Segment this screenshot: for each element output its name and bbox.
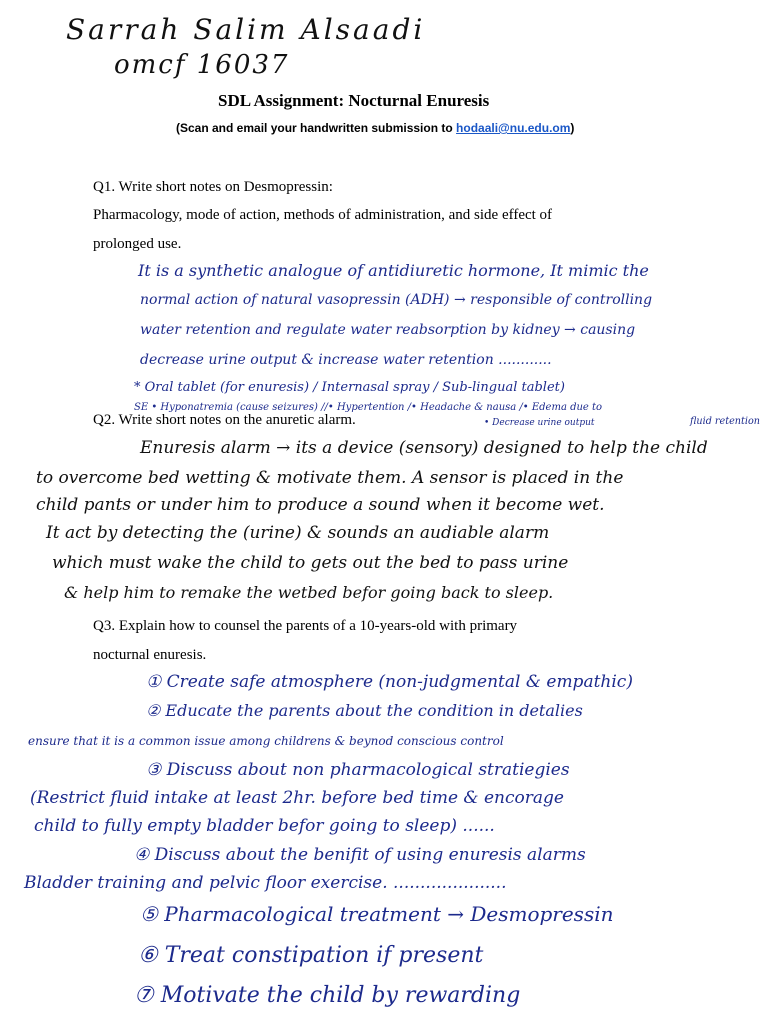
q3-answer-line: child to fully empty bladder befor going to sleep) ...... bbox=[34, 816, 495, 836]
q3-answer-line: ⑦ Motivate the child by rewarding bbox=[134, 983, 521, 1008]
q3-question-line-2: nocturnal enuresis. bbox=[93, 647, 207, 663]
q1-answer-line: normal action of natural vasopressin (ADH) → responsible of controlling bbox=[140, 292, 653, 308]
q3-answer-line: Bladder training and pelvic floor exercise. ..................... bbox=[24, 873, 507, 893]
email-link[interactable]: hodaali@nu.edu.om bbox=[456, 121, 571, 135]
q1-answer-line: fluid retention bbox=[690, 416, 760, 427]
q1-answer-line: It is a synthetic analogue of antidiuretic hormone, It mimic the bbox=[138, 261, 649, 280]
q1-answer-line: * Oral tablet (for enuresis) / Internasal spray / Sub-lingual tablet) bbox=[134, 380, 565, 395]
q2-answer-line: Enuresis alarm → its a device (sensory) designed to help the child bbox=[140, 438, 708, 458]
q2-question: Q2. Write short notes on the anuretic alarm. bbox=[93, 412, 356, 428]
instructions bbox=[176, 122, 574, 134]
q1-answer-line: decrease urine output & increase water retention ............ bbox=[140, 352, 552, 368]
instructions-suffix: ) bbox=[570, 121, 575, 135]
q2-answer-line: which must wake the child to gets out the bed to pass urine bbox=[52, 553, 569, 573]
instructions-prefix: (Scan and email your handwritten submission to bbox=[176, 121, 457, 135]
q1-detail-line-2: prolonged use. bbox=[93, 236, 182, 252]
q2-answer-line: to overcome bed wetting & motivate them. A sensor is placed in the bbox=[36, 468, 624, 488]
q1-answer-line: SE • Hyponatremia (cause seizures) //• Hypertention /• Headache & nausa /• Edema due to bbox=[134, 402, 603, 413]
q1-answer-line: • Decrease urine output bbox=[484, 418, 595, 428]
q3-answer-line: (Restrict fluid intake at least 2hr. before bed time & encorage bbox=[30, 788, 564, 808]
q1-question: Q1. Write short notes on Desmopressin: bbox=[93, 179, 333, 195]
q3-answer-line: ensure that it is a common issue among childrens & beynod conscious control bbox=[28, 734, 504, 748]
q3-answer-line: ④ Discuss about the benifit of using enuresis alarms bbox=[134, 845, 586, 865]
q3-answer-line: ① Create safe atmosphere (non-judgmental & empathic) bbox=[146, 672, 633, 692]
q3-answer-line: ② Educate the parents about the condition in detalies bbox=[146, 701, 583, 720]
q2-answer-line: It act by detecting the (urine) & sounds an audiable alarm bbox=[46, 523, 550, 543]
q3-answer-line: ③ Discuss about non pharmacological stratiegies bbox=[146, 760, 570, 780]
q2-answer-line: child pants or under him to produce a sound when it become wet. bbox=[36, 495, 605, 515]
q3-question-line-1: Q3. Explain how to counsel the parents of a 10-years-old with primary bbox=[93, 618, 518, 634]
q2-answer-line: & help him to remake the wetbed befor going back to sleep. bbox=[64, 583, 554, 602]
student-name: Sarrah Salim Alsaadi bbox=[66, 13, 426, 46]
q1-detail-line-1: Pharmacology, mode of action, methods of administration, and side effect of bbox=[93, 207, 553, 223]
q3-answer-line: ⑥ Treat constipation if present bbox=[138, 943, 484, 968]
q3-answer-line: ⑤ Pharmacological treatment → Desmopressin bbox=[140, 902, 614, 926]
page-title: SDL Assignment: Nocturnal Enuresis bbox=[218, 91, 490, 110]
q1-answer-line: water retention and regulate water reabsorption by kidney → causing bbox=[140, 322, 636, 338]
student-id: omcf 16037 bbox=[114, 50, 290, 80]
